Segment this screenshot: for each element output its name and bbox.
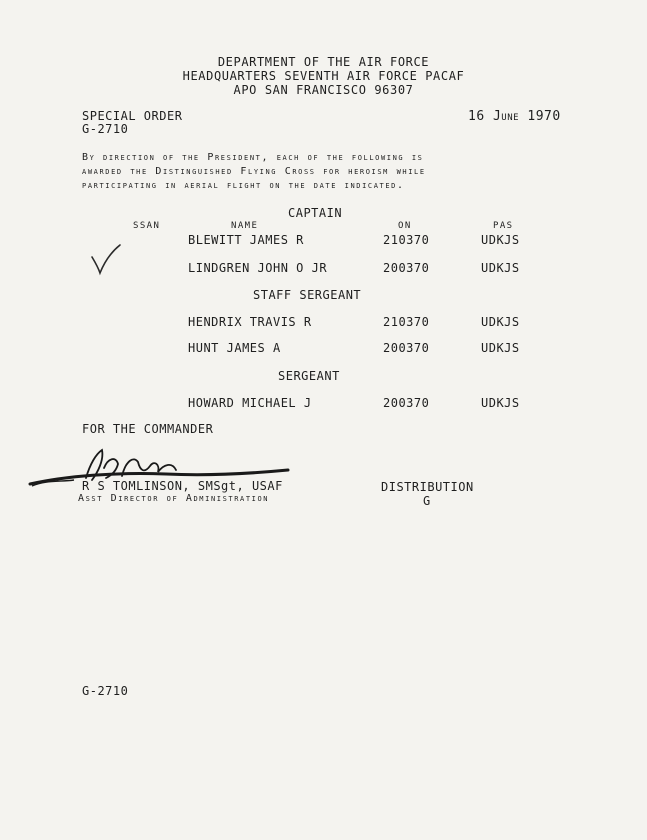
header-apo: APO SAN FRANCISCO 96307 — [233, 83, 414, 97]
column-header-ssan: SSAN — [133, 221, 161, 231]
body-line-2: awarded the Distinguished Flying Cross for heroism while — [82, 166, 426, 177]
signer-title: Asst Director of Administration — [78, 493, 270, 504]
order-date: 16 June 1970 — [468, 109, 561, 124]
column-header-on: ON — [398, 221, 412, 231]
person-on-hunt: 200370 — [383, 341, 430, 355]
distribution-label: DISTRIBUTION — [381, 480, 474, 494]
column-header-name: NAME — [231, 221, 259, 231]
header-department: DEPARTMENT OF THE AIR FORCE — [217, 55, 430, 69]
person-pas-lindgren: UDKJS — [481, 261, 520, 275]
person-pas-blewitt: UDKJS — [481, 233, 520, 247]
person-pas-hendrix: UDKJS — [481, 315, 520, 329]
person-on-blewitt: 210370 — [383, 233, 430, 247]
rank-heading-captain: CAPTAIN — [288, 206, 343, 220]
person-pas-hunt: UDKJS — [481, 341, 520, 355]
signer-name: R S TOMLINSON, SMSgt, USAF — [82, 479, 283, 493]
person-name-hunt: HUNT JAMES A — [188, 341, 281, 355]
special-order-label: SPECIAL ORDER — [82, 109, 183, 123]
person-name-howard: HOWARD MICHAEL J — [188, 396, 312, 410]
person-pas-howard: UDKJS — [481, 396, 520, 410]
person-name-blewitt: BLEWITT JAMES R — [188, 233, 304, 247]
order-number: G-2710 — [82, 122, 129, 136]
distribution-value: G — [423, 494, 431, 508]
rank-heading-sergeant: SERGEANT — [278, 369, 340, 383]
body-line-1: By direction of the President, each of the following is — [82, 152, 424, 163]
person-name-hendrix: HENDRIX TRAVIS R — [188, 315, 312, 329]
for-the-commander: FOR THE COMMANDER — [82, 422, 214, 436]
bottom-order-number: G-2710 — [82, 684, 129, 698]
rank-heading-staff-sergeant: STAFF SERGEANT — [253, 288, 362, 302]
header-headquarters: HEADQUARTERS SEVENTH AIR FORCE PACAF — [182, 69, 465, 83]
check-mark-icon — [88, 243, 124, 277]
person-on-howard: 200370 — [383, 396, 430, 410]
body-line-3: participating in aerial flight on the date indicated. — [82, 180, 405, 191]
person-name-lindgren: LINDGREN JOHN O JR — [188, 261, 328, 275]
column-header-pas: PAS — [493, 221, 514, 231]
person-on-hendrix: 210370 — [383, 315, 430, 329]
person-on-lindgren: 200370 — [383, 261, 430, 275]
